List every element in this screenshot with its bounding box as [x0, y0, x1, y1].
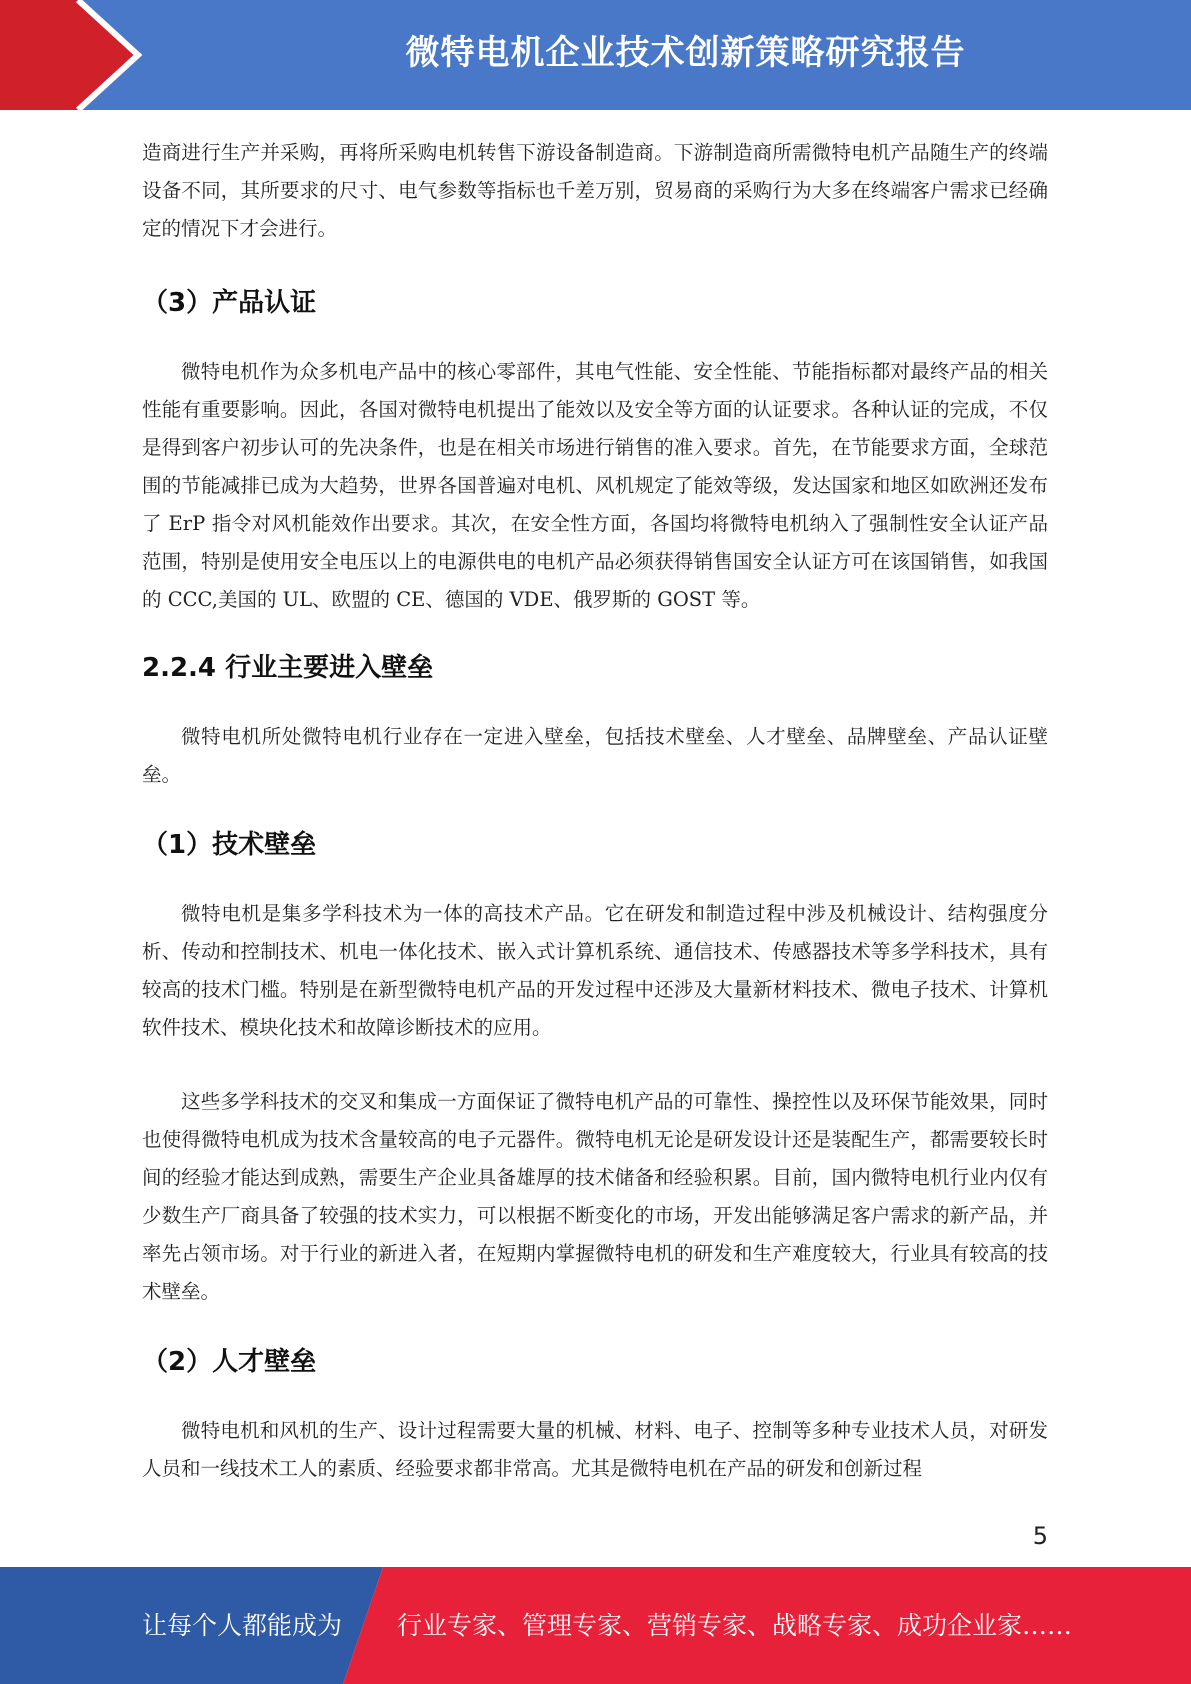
heading-technology-barrier: （1）技术壁垒 — [142, 830, 317, 860]
report-title: 微特电机企业技术创新策略研究报告 — [405, 33, 966, 73]
paragraph-entry-barriers: 微特电机所处微特电机行业存在一定进入壁垒，包括技术壁垒、人才壁垒、品牌壁垒、产品认证壁垒。 — [142, 725, 1048, 786]
heading-product-certification: （3）产品认证 — [142, 288, 317, 318]
paragraph-technology-barrier-2: 这些多学科技术的交叉和集成一方面保证了微特电机产品的可靠性、操控性以及环保节能效果，同时也使得微特电机成为技术含量较高的电子元器件。微特电机无论是研发设计还是装配生产，都需要较长时间的经验才能达到成熟，需要生产企业具备雄厚的技术储备和经验积累。目前，国内微特电机行业内仅有少数生产厂商具备了较强的技术实力，可以根据不断变化的市场，开发出能够满足客户需求的新产品，并率先占领市场。对于行业的新进入者，在短期内掌握微特电机的研发和生产难度较大，行业具有较高的技术壁垒。 — [142, 1090, 1048, 1303]
paragraph-technology-barrier-1: 微特电机是集多学科技术为一体的高技术产品。它在研发和制造过程中涉及机械设计、结构强度分析、传动和控制技术、机电一体化技术、嵌入式计算机系统、通信技术、传感器技术等多学科技术，具有较高的技术门槛。特别是在新型微特电机产品的开发过程中还涉及大量新材料技术、微电子技术、计算机软件技术、模块化技术和故障诊断技术的应用。 — [142, 902, 1048, 1039]
page-number: 5 — [1032, 1522, 1048, 1550]
document-body — [142, 134, 1048, 1488]
paragraph-product-certification: 微特电机作为众多机电产品中的核心零部件，其电气性能、安全性能、节能指标都对最终产品的相关性能有重要影响。因此，各国对微特电机提出了能效以及安全等方面的认证要求。各种认证的完成，不仅是得到客户初步认可的先决条件，也是在相关市场进行销售的准入要求。首先，在节能要求方面，全球范围的节能减排已成为大趋势，世界各国普遍对电机、风机规定了能效等级，发达国家和地区如欧洲还发布了 ErP 指令对风机能效作出要求。其次，在安全性方面，各国均将微特电机纳入了强制性安全认证产品范围，特别是使用安全电压以上的电源供电的电机产品必须获得销售国安全认证方可在该国销售，如我国的 CCC,美国的 UL、欧盟的 CE、德国的 VDE、俄罗斯的 GOST 等。 — [142, 360, 1048, 611]
paragraph-talent-barrier: 微特电机和风机的生产、设计过程需要大量的机械、材料、电子、控制等多种专业技术人员，对研发人员和一线技术工人的素质、经验要求都非常高。尤其是微特电机在产品的研发和创新过程 — [142, 1419, 1048, 1480]
heading-entry-barriers: 2.2.4 行业主要进入壁垒 — [142, 653, 434, 683]
footer-slogan-right: 行业专家、管理专家、营销专家、战略专家、成功企业家…… — [397, 1611, 1073, 1640]
footer-slogan-left: 让每个人都能成为 — [142, 1611, 343, 1640]
page-footer — [0, 1567, 1191, 1684]
heading-talent-barrier: （2）人才壁垒 — [142, 1347, 317, 1377]
page-header — [0, 0, 1191, 110]
paragraph-intro: 造商进行生产并采购，再将所采购电机转售下游设备制造商。下游制造商所需微特电机产品随生产的终端设备不同，其所要求的尺寸、电气参数等指标也千差万别，贸易商的采购行为大多在终端客户需求已经确定的情况下才会进行。 — [142, 141, 1048, 240]
